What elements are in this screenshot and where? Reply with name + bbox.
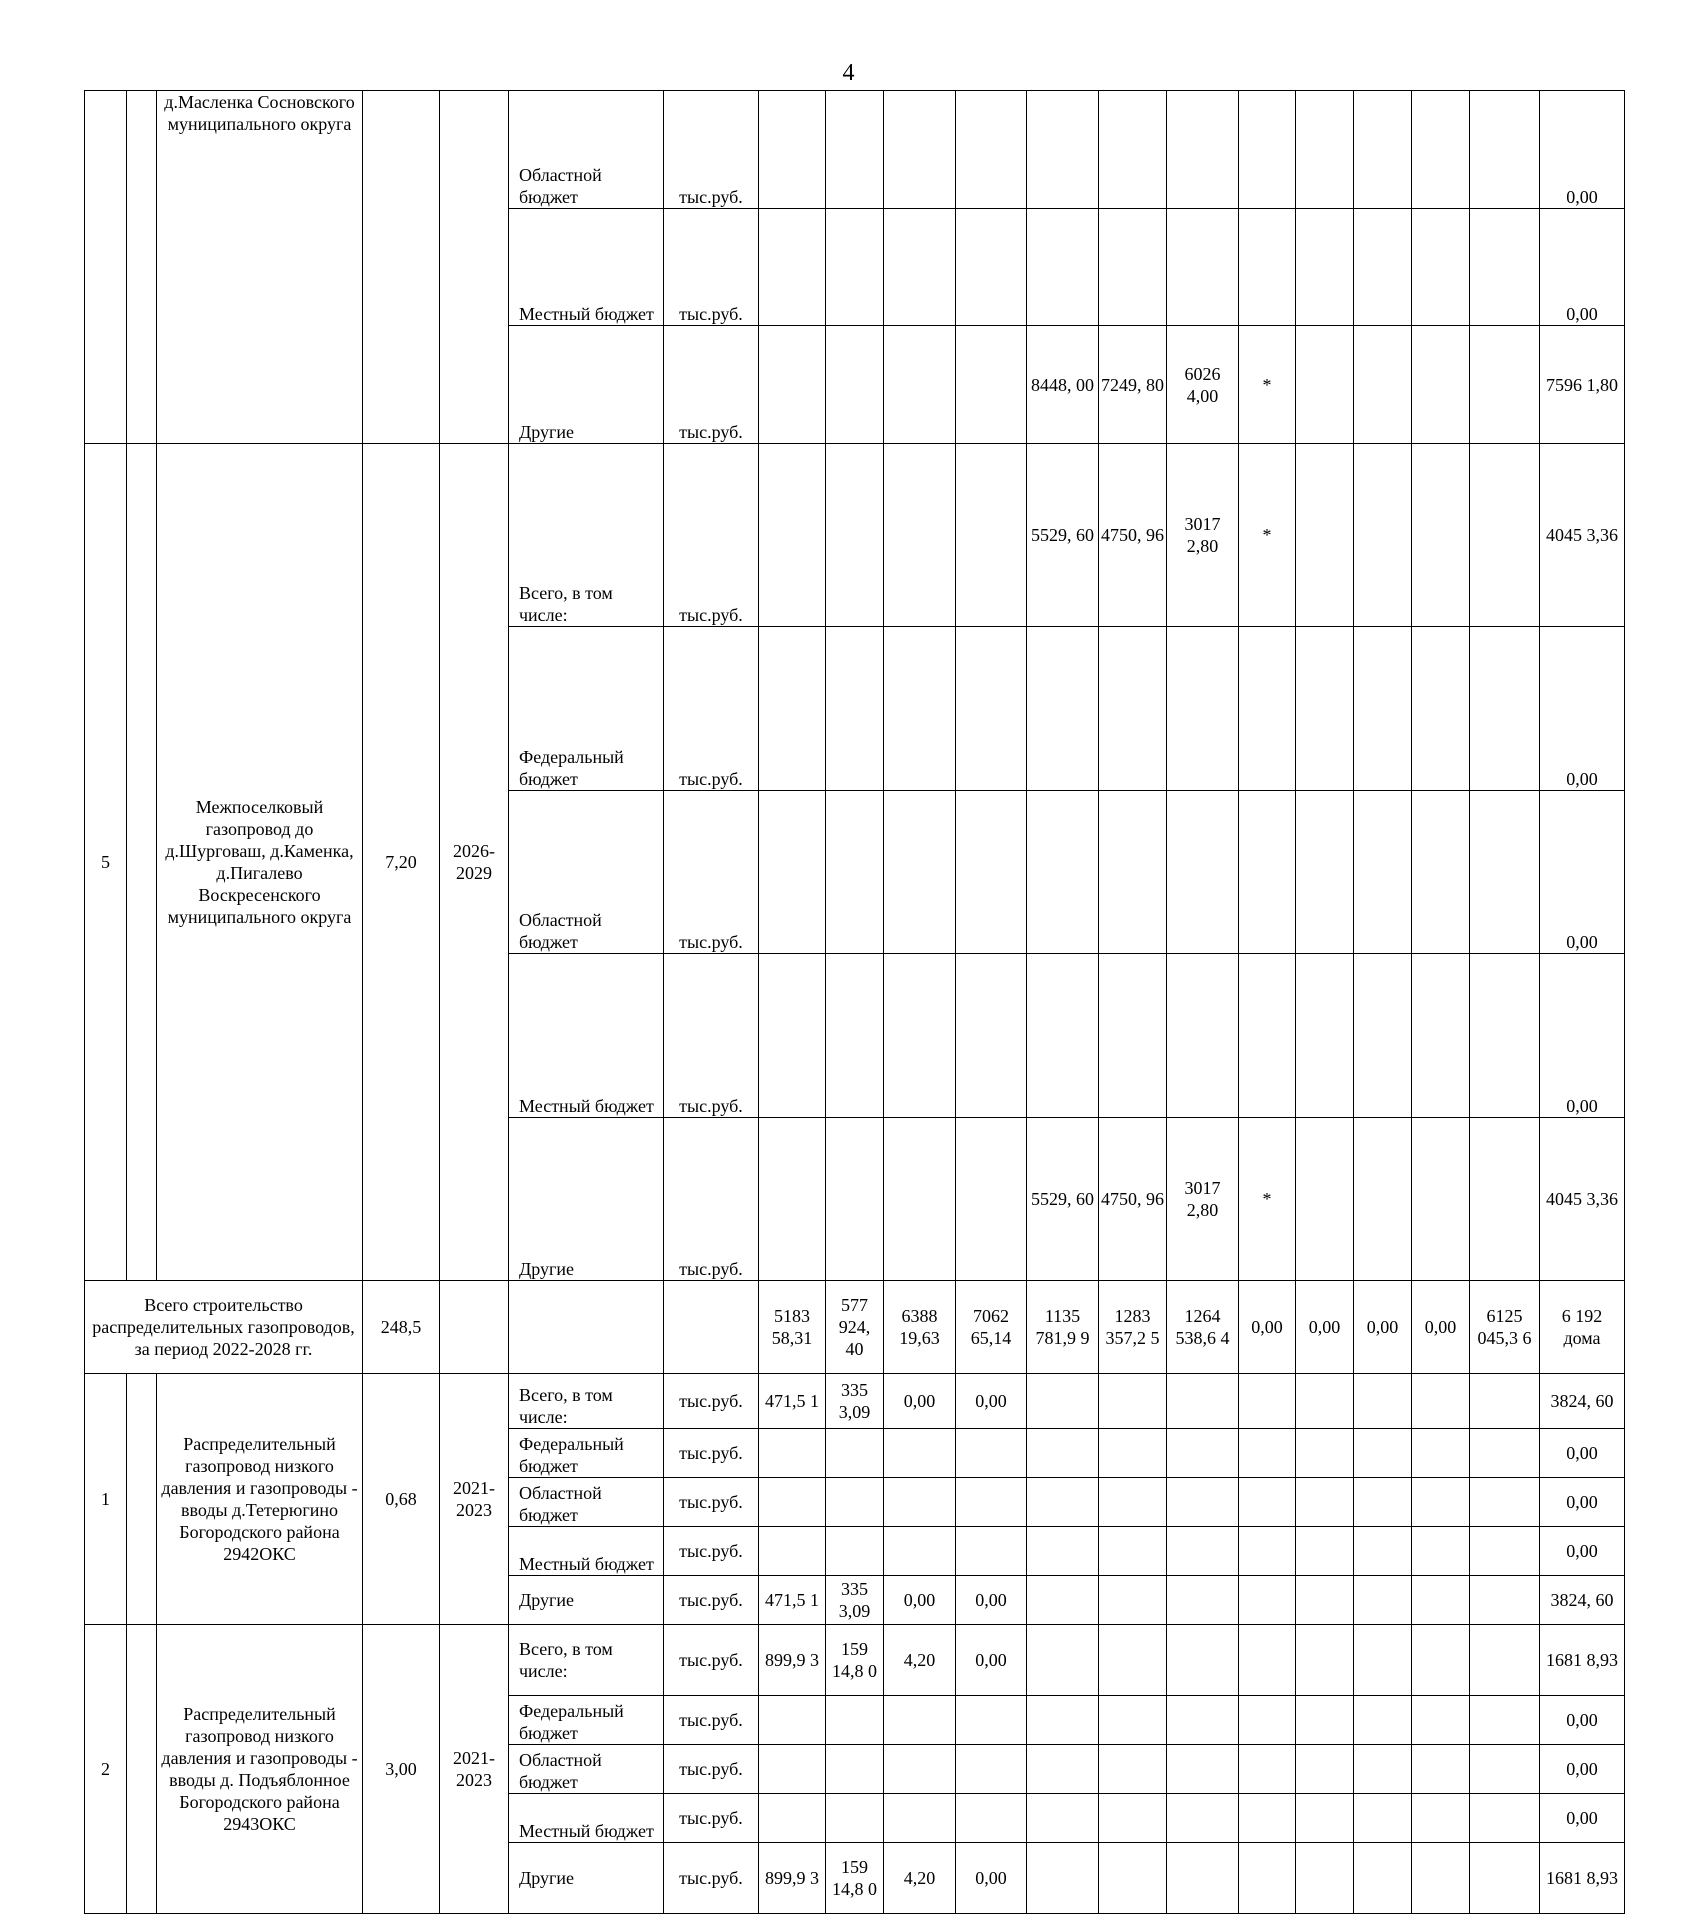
length-cell: 3,00 [363,1625,440,1914]
value-cell: 0,00 [1296,1281,1354,1374]
value-cell: 0,00 [1354,1281,1412,1374]
value-cell: 1135 781,9 9 [1027,1281,1099,1374]
total-value: 0,00 [1540,627,1625,790]
unit-label: тыс.руб. [664,208,759,326]
total-value: 3824, 60 [1540,1374,1625,1429]
row-number: 5 [85,444,127,1281]
length-cell: 248,5 [363,1281,440,1374]
value-cell: 4750, 96 [1099,444,1167,627]
unit-label: тыс.руб. [664,1843,759,1914]
object-name: Межпоселковый газопровод до д.Шурговаш, д.Каменка, д.Пигалево Воскресенского муниципального округа [157,444,363,1281]
total-value: 0,00 [1540,1794,1625,1843]
source-label: Другие [509,1117,664,1280]
row-number: 2 [85,1625,127,1914]
value-cell: 0,00 [956,1374,1027,1429]
source-label: Федеральный бюджет [509,627,664,790]
source-label: Другие [509,1576,664,1625]
value-cell: 4,20 [884,1625,956,1696]
value-cell: 0,00 [1412,1281,1470,1374]
unit-label: тыс.руб. [664,790,759,953]
value-cell: 899,9 3 [759,1625,826,1696]
unit-label: тыс.руб. [664,1745,759,1794]
total-value: 7596 1,80 [1540,326,1625,444]
value-cell: 6026 4,00 [1167,326,1239,444]
budget-table [84,90,1625,1914]
value-cell: 3017 2,80 [1167,444,1239,627]
total-value: 6125 045,3 6 [1470,1281,1540,1374]
source-label: Местный бюджет [509,208,664,326]
value-cell: 1283 357,2 5 [1099,1281,1167,1374]
source-label: Местный бюджет [509,1527,664,1576]
value-cell: 0,00 [884,1576,956,1625]
value-cell: 5529, 60 [1027,1117,1099,1280]
total-value: 4045 3,36 [1540,1117,1625,1280]
source-label: Другие [509,1843,664,1914]
table-row [85,444,1625,627]
total-value: 0,00 [1540,790,1625,953]
unit-label: тыс.руб. [664,1117,759,1280]
total-value: 0,00 [1540,954,1625,1117]
source-label: Областной бюджет [509,91,664,209]
total-value: 0,00 [1540,1696,1625,1745]
value-cell: 0,00 [956,1625,1027,1696]
value-cell: 3017 2,80 [1167,1117,1239,1280]
value-cell: * [1239,444,1296,627]
object-name: д.Масленка Сосновского муниципального округа [157,91,363,444]
period-cell: 2021-2023 [440,1625,509,1914]
value-cell: 0,00 [884,1374,956,1429]
unit-label: тыс.руб. [664,627,759,790]
value-cell: 5183 58,31 [759,1281,826,1374]
unit-label: тыс.руб. [664,91,759,209]
value-cell: * [1239,1117,1296,1280]
summary-row [85,1281,1625,1374]
source-label: Областной бюджет [509,1478,664,1527]
value-cell: 577 924, 40 [826,1281,884,1374]
total-value: 4045 3,36 [1540,444,1625,627]
total-value: 0,00 [1540,1429,1625,1478]
value-cell: 4750, 96 [1099,1117,1167,1280]
table-row [85,91,1625,209]
value-cell: 0,00 [1239,1281,1296,1374]
summary-label: Всего строительство распределительных газопроводов, за период 2022-2028 гг. [85,1281,363,1374]
total-value: 3824, 60 [1540,1576,1625,1625]
source-label: Местный бюджет [509,954,664,1117]
value-cell: 0,00 [956,1576,1027,1625]
value-cell: * [1239,326,1296,444]
source-label: Местный бюджет [509,1794,664,1843]
unit-label: тыс.руб. [664,954,759,1117]
page-number: 4 [842,60,855,86]
value-cell: 1264 538,6 4 [1167,1281,1239,1374]
value-cell: 5529, 60 [1027,444,1099,627]
value-cell: 4,20 [884,1843,956,1914]
total-value: 1681 8,93 [1540,1625,1625,1696]
source-label: Областной бюджет [509,790,664,953]
row-number: 1 [85,1374,127,1625]
value-cell: 159 14,8 0 [826,1625,884,1696]
total-value: 0,00 [1540,208,1625,326]
unit-label: тыс.руб. [664,1478,759,1527]
period-cell: 2021-2023 [440,1374,509,1625]
total-value: 0,00 [1540,1745,1625,1794]
value-cell: 8448, 00 [1027,326,1099,444]
unit-label: тыс.руб. [664,1527,759,1576]
source-label: Областной бюджет [509,1745,664,1794]
table-row [85,1374,1625,1429]
source-label: Всего, в том числе: [509,1625,664,1696]
value-cell: 0,00 [956,1843,1027,1914]
object-name: Распределительный газопровод низкого давления и газопроводы - вводы д.Тетерюгино Богородского района 2942ОКС [157,1374,363,1625]
source-label: Федеральный бюджет [509,1696,664,1745]
value-cell: 471,5 1 [759,1576,826,1625]
value-cell: 7249, 80 [1099,326,1167,444]
total-value: 1681 8,93 [1540,1843,1625,1914]
table-row [85,1625,1625,1696]
length-cell: 0,68 [363,1374,440,1625]
total-value: 0,00 [1540,91,1625,209]
value-cell: 7062 65,14 [956,1281,1027,1374]
value-cell: 159 14,8 0 [826,1843,884,1914]
source-label: Всего, в том числе: [509,444,664,627]
source-label: Всего, в том числе: [509,1374,664,1429]
total-value: 0,00 [1540,1527,1625,1576]
source-label: Другие [509,326,664,444]
unit-label: тыс.руб. [664,1625,759,1696]
unit-label: тыс.руб. [664,1794,759,1843]
value-cell: 899,9 3 [759,1843,826,1914]
value-cell: 471,5 1 [759,1374,826,1429]
unit-label: тыс.руб. [664,1374,759,1429]
result-cell: 6 192 дома [1540,1281,1625,1374]
unit-label: тыс.руб. [664,326,759,444]
period-cell: 2026-2029 [440,444,509,1281]
value-cell: 6388 19,63 [884,1281,956,1374]
total-value: 0,00 [1540,1478,1625,1527]
source-label: Федеральный бюджет [509,1429,664,1478]
unit-label: тыс.руб. [664,1576,759,1625]
unit-label: тыс.руб. [664,1429,759,1478]
value-cell: 335 3,09 [826,1576,884,1625]
length-cell: 7,20 [363,444,440,1281]
unit-label: тыс.руб. [664,444,759,627]
unit-label: тыс.руб. [664,1696,759,1745]
object-name: Распределительный газопровод низкого давления и газопроводы - вводы д. Подъяблонное Богородского района 2943ОКС [157,1625,363,1914]
value-cell: 335 3,09 [826,1374,884,1429]
